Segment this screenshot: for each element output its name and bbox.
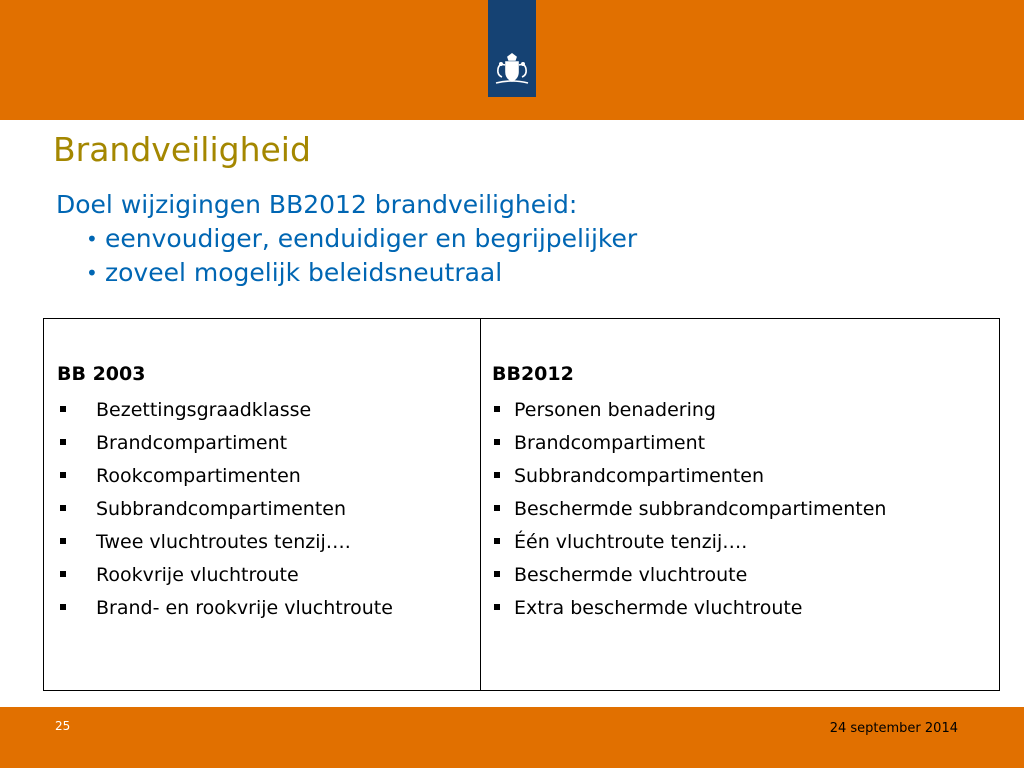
list-item: Extra beschermde vluchtroute — [492, 592, 999, 625]
logo-ribbon — [488, 0, 536, 97]
list-item: Rookvrije vluchtroute — [57, 559, 480, 592]
list-item: Één vluchtroute tenzij…. — [492, 526, 999, 559]
column-bb2012 — [481, 319, 999, 690]
column-heading: BB2012 — [492, 363, 574, 385]
square-bullet-icon — [494, 505, 500, 511]
square-bullet-icon — [494, 406, 500, 412]
coat-of-arms-icon — [492, 53, 532, 87]
list-item: Beschermde subbrandcompartimenten — [492, 493, 999, 526]
list-item: Beschermde vluchtroute — [492, 559, 999, 592]
footer-date: 24 september 2014 — [829, 721, 958, 736]
intro-heading: Doel wijzigingen BB2012 brandveiligheid: — [56, 190, 578, 219]
list-item: Subbrandcompartimenten — [57, 493, 480, 526]
intro-bullet: • zoveel mogelijk beleidsneutraal — [56, 256, 956, 290]
footer-bar — [0, 707, 1024, 768]
square-bullet-icon — [494, 604, 500, 610]
square-bullet-icon — [60, 538, 66, 544]
slide-title: Brandveiligheid — [53, 130, 311, 169]
square-bullet-icon — [60, 406, 66, 412]
square-bullet-icon — [60, 604, 66, 610]
list-item: Brandcompartiment — [492, 427, 999, 460]
square-bullet-icon — [60, 472, 66, 478]
intro-bullet: • eenvoudiger, eenduidiger en begrijpelijker — [56, 222, 956, 256]
comparison-table — [43, 318, 1000, 691]
item-list — [57, 394, 480, 625]
square-bullet-icon — [60, 571, 66, 577]
list-item: Rookcompartimenten — [57, 460, 480, 493]
square-bullet-icon — [60, 505, 66, 511]
square-bullet-icon — [494, 571, 500, 577]
column-heading: BB 2003 — [57, 363, 146, 385]
square-bullet-icon — [494, 439, 500, 445]
list-item: Subbrandcompartimenten — [492, 460, 999, 493]
header-bar — [0, 0, 1024, 120]
list-item: Brand- en rookvrije vluchtroute — [57, 592, 480, 625]
list-item: Twee vluchtroutes tenzij…. — [57, 526, 480, 559]
list-item: Bezettingsgraadklasse — [57, 394, 480, 427]
intro-text — [56, 188, 956, 290]
square-bullet-icon — [494, 538, 500, 544]
square-bullet-icon — [494, 472, 500, 478]
list-item: Personen benadering — [492, 394, 999, 427]
column-bb2003 — [44, 319, 481, 690]
list-item: Brandcompartiment — [57, 427, 480, 460]
item-list — [492, 394, 999, 625]
square-bullet-icon — [60, 439, 66, 445]
page-number: 25 — [55, 719, 71, 733]
